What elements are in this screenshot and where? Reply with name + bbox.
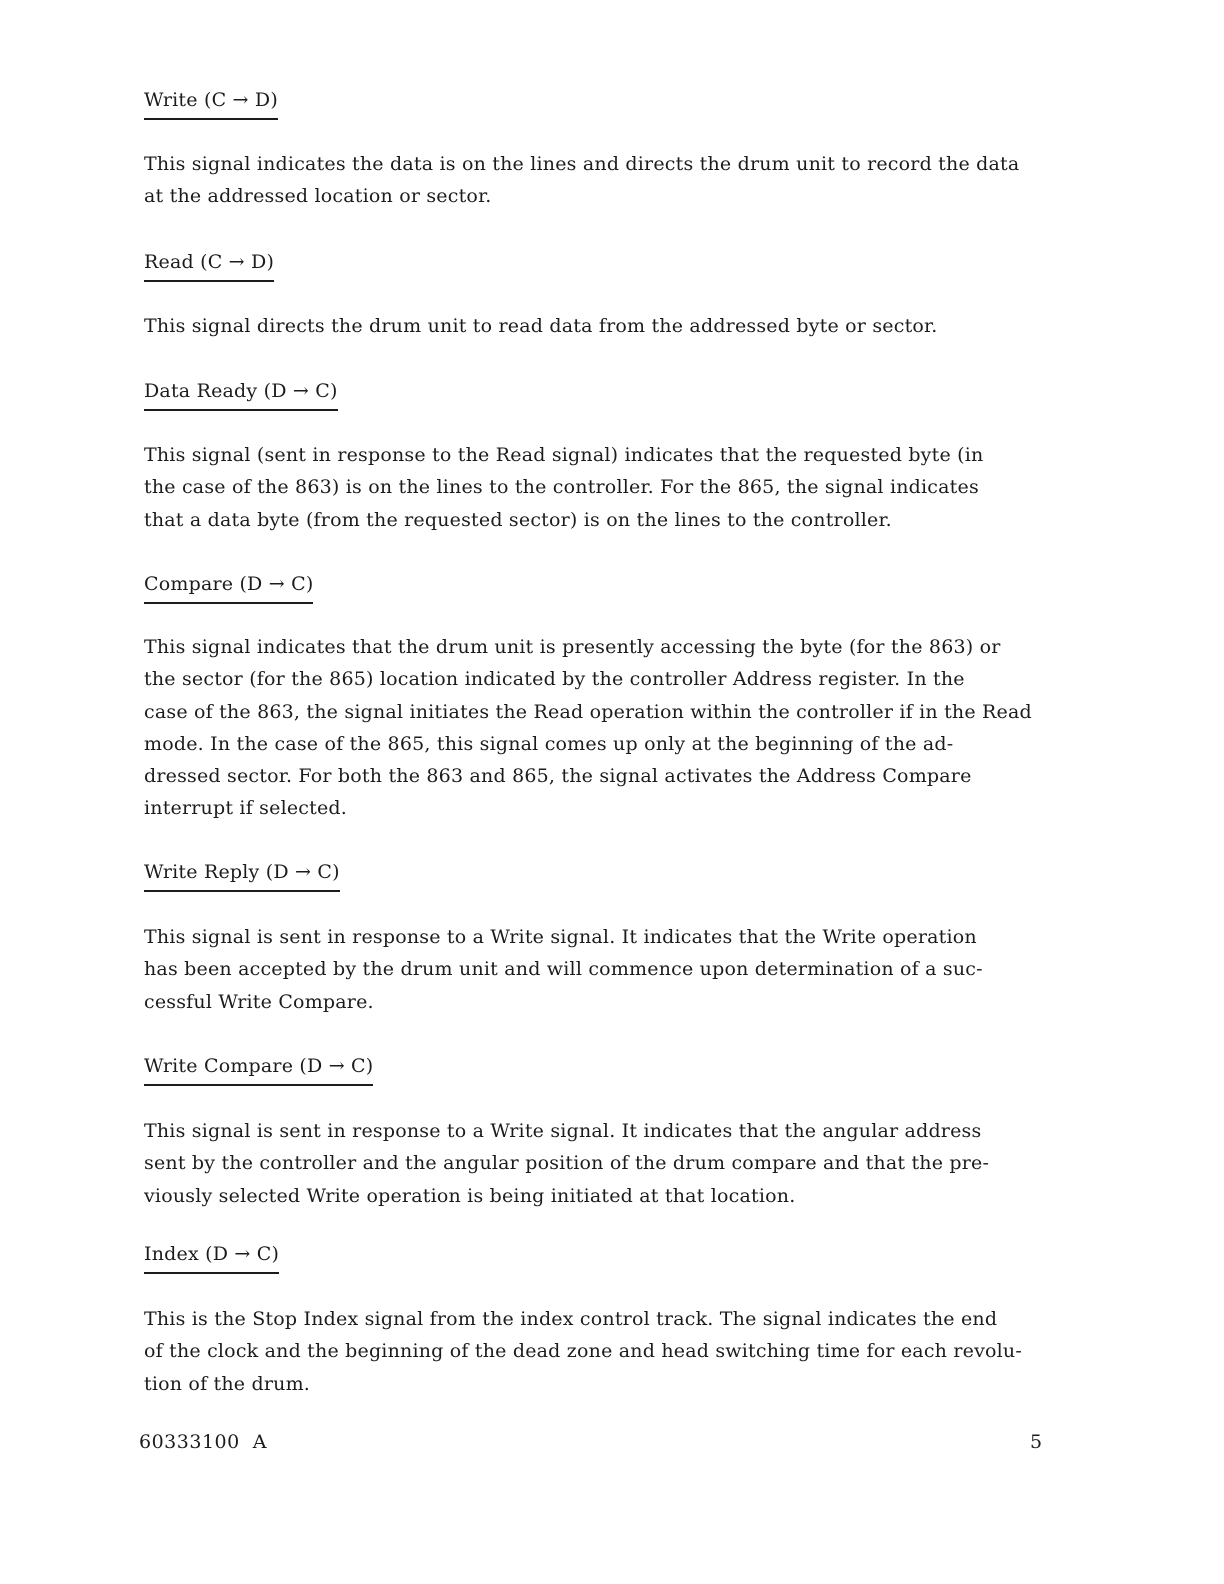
text-line: tion of the drum.	[144, 1372, 311, 1395]
text-line: This signal indicates that the drum unit is presently accessing the byte (for the 863) or	[144, 636, 1001, 658]
heading-read	[144, 250, 274, 282]
paragraph-read	[144, 310, 1112, 342]
heading-underline	[144, 118, 278, 120]
text-line: viously selected Write operation is being initiated at that location.	[144, 1184, 796, 1207]
paragraph-data-ready	[144, 439, 1112, 536]
text-line: cessful Write Compare.	[144, 990, 374, 1013]
text-line: dressed sector. For both the 863 and 865, the signal activates the Address Compare	[144, 765, 972, 788]
heading-text: Index (D → C)	[144, 1243, 280, 1265]
heading-write	[144, 88, 278, 120]
heading-underline	[144, 890, 340, 892]
text-line: This signal is sent in response to a Write signal. It indicates that the angular address	[144, 1120, 982, 1142]
text-line: case of the 863, the signal initiates the Read operation within the controller if in the Read	[144, 700, 1032, 723]
text-line: This signal directs the drum unit to read data from the addressed byte or sector.	[144, 315, 938, 337]
heading-compare	[144, 572, 313, 604]
heading-write-compare	[144, 1054, 373, 1086]
text-line: This is the Stop Index signal from the index control track. The signal indicates the end	[144, 1308, 998, 1330]
heading-underline	[144, 1084, 373, 1086]
text-line: sent by the controller and the angular position of the drum compare and that the pre-	[144, 1152, 990, 1175]
heading-underline	[144, 1272, 279, 1274]
paragraph-compare	[144, 631, 1112, 825]
heading-text: Write Compare (D → C)	[144, 1055, 374, 1077]
heading-text: Write (C → D)	[144, 89, 278, 111]
heading-write-reply	[144, 860, 340, 892]
text-line: This signal is sent in response to a Write signal. It indicates that the Write operation	[144, 926, 977, 948]
paragraph-index	[144, 1303, 1112, 1400]
heading-underline	[144, 602, 313, 604]
heading-underline	[144, 409, 338, 411]
text-line: that a data byte (from the requested sector) is on the lines to the controller.	[144, 508, 892, 531]
text-line: This signal indicates the data is on the lines and directs the drum unit to record the data	[144, 153, 1020, 175]
text-line: interrupt if selected.	[144, 797, 348, 820]
page-number: 5	[1030, 1431, 1043, 1453]
heading-index	[144, 1242, 279, 1274]
paragraph-write-reply	[144, 921, 1112, 1018]
text-line: the case of the 863) is on the lines to the controller. For the 865, the signal indicates	[144, 476, 979, 499]
heading-text: Write Reply (D → C)	[144, 861, 340, 883]
text-line: This signal (sent in response to the Read signal) indicates that the requested byte (in	[144, 444, 984, 466]
text-line: at the addressed location or sector.	[144, 185, 492, 208]
heading-text: Data Ready (D → C)	[144, 380, 338, 402]
text-line: has been accepted by the drum unit and will commence upon determination of a suc-	[144, 958, 983, 981]
document-number: 60333100 A	[139, 1431, 268, 1453]
paragraph-write	[144, 148, 1112, 213]
heading-text: Read (C → D)	[144, 251, 275, 273]
heading-text: Compare (D → C)	[144, 573, 314, 595]
text-line: of the clock and the beginning of the dead zone and head switching time for each revolu-	[144, 1340, 1022, 1363]
paragraph-write-compare	[144, 1115, 1112, 1212]
text-line: the sector (for the 865) location indicated by the controller Address register. In the	[144, 668, 965, 691]
heading-data-ready	[144, 379, 338, 411]
heading-underline	[144, 280, 274, 282]
text-line: mode. In the case of the 865, this signal comes up only at the beginning of the ad-	[144, 732, 954, 755]
